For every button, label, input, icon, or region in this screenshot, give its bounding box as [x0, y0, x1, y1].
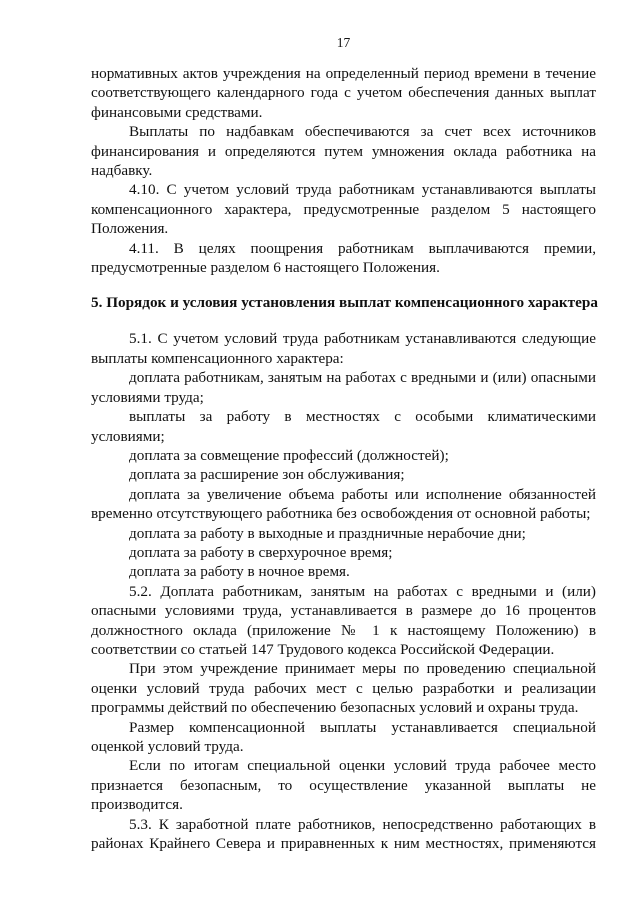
paragraph: Если по итогам специальной оценки условий труда рабочее место признается безопасным, то осуществление указанной выплаты не производится.	[91, 757, 596, 814]
paragraph: доплата за увеличение объема работы или исполнение обязанностей временно отсутствующего работника без освобождения от основной работы;	[91, 485, 596, 523]
paragraph: Размер компенсационной выплаты устанавливается специальной оценкой условий труда.	[91, 718, 596, 755]
paragraph: Выплаты по надбавкам обеспечиваются за счет всех источников финансирования и определяются путем умножения оклада работника на надбавку.	[91, 123, 596, 180]
paragraph: выплаты за работу в местностях с особыми климатическими условиями;	[91, 408, 596, 445]
paragraph: 4.11. В целях поощрения работникам выплачиваются премии, предусмотренные разделом 6 настоящего Положения.	[91, 239, 596, 277]
paragraph: 5.2. Доплата работникам, занятым на работах с вредными и (или) опасными условиями труда, устанавливается в размере до 16 процентов должностного оклада (приложение № 1 к настоящему Положению) в соответствии со статьей 147 Трудового кодекса Российской Федерации.	[91, 582, 596, 658]
paragraph: доплата за работу в сверхурочное время;	[129, 543, 393, 561]
paragraph: нормативных актов учреждения на определенный период времени в течение соответствующего календарного года с учетом обеспечения данных выплат финансовыми средствами.	[91, 65, 596, 121]
paragraph: доплата за совмещение профессий (должностей);	[129, 446, 449, 464]
paragraph: доплата за работу в выходные и праздничные нерабочие дни;	[129, 524, 526, 542]
paragraph: доплата работникам, занятым на работах с вредными и (или) опасными условиями труда;	[91, 369, 596, 406]
paragraph: 5.3. К заработной плате работников, непосредственно работающих в районах Крайнего Севера и приравненных к ним местностях, применяются	[91, 815, 596, 853]
paragraph: При этом учреждение принимает меры по проведению специальной оценки условий труда рабочих мест с целью разработки и реализации программы действий по обеспечению безопасных условий и охраны труда.	[91, 660, 596, 717]
section-heading: 5. Порядок и условия установления выплат компенсационного характера	[91, 294, 598, 312]
paragraph: доплата за работу в ночное время.	[129, 563, 350, 581]
paragraph: доплата за расширение зон обслуживания;	[129, 466, 405, 484]
page-number: 17	[336, 35, 351, 50]
paragraph: 5.1. С учетом условий труда работникам устанавливаются следующие выплаты компенсационного характера:	[91, 330, 596, 367]
paragraph: 4.10. С учетом условий труда работникам устанавливаются выплаты компенсационного характера, предусмотренные разделом 5 настоящего Положения.	[91, 181, 596, 238]
document-body	[91, 64, 596, 853]
